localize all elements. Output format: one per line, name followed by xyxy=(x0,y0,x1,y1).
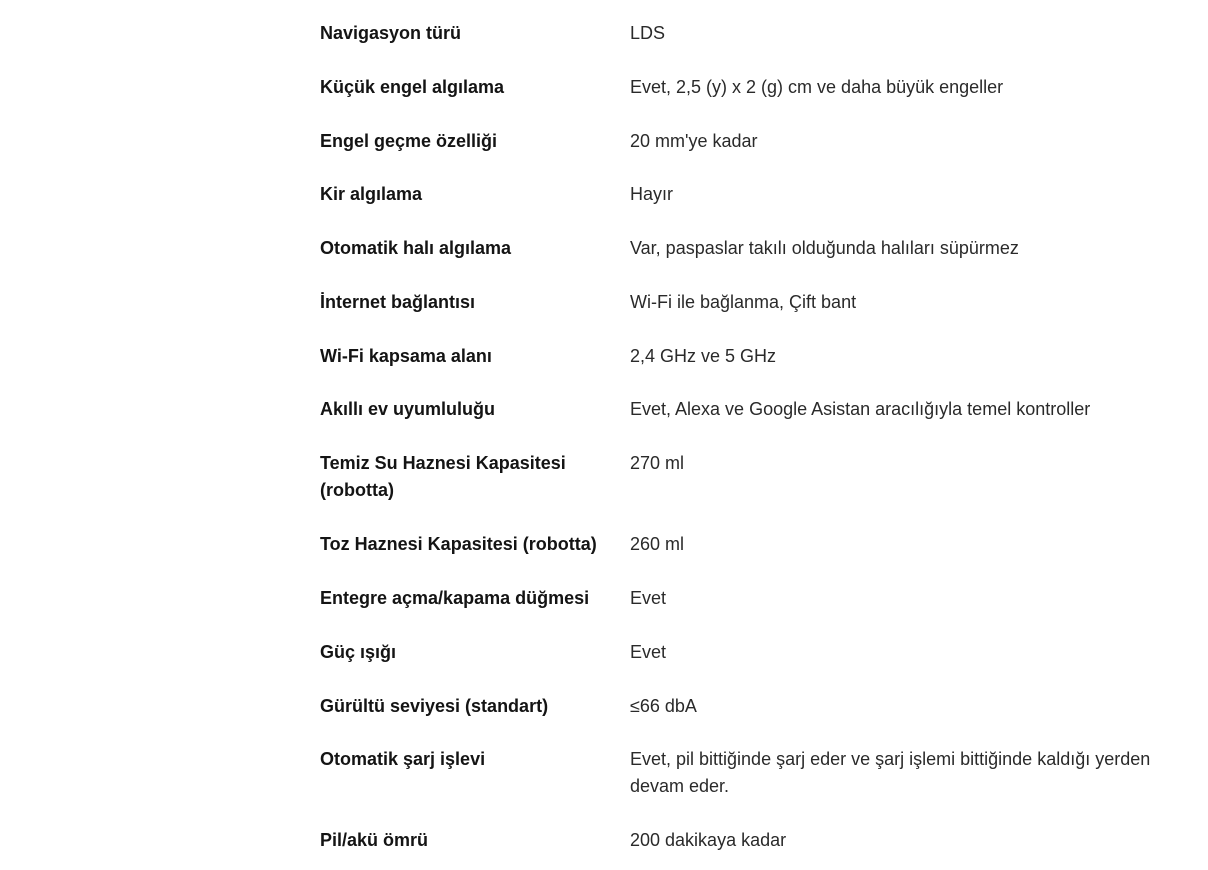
spec-row xyxy=(320,396,1200,423)
spec-label: Akıllı ev uyumluluğu xyxy=(320,399,496,419)
spec-value: Evet xyxy=(630,588,667,608)
spec-value: 200 dakikaya kadar xyxy=(630,830,787,850)
spec-value: Wi-Fi ile bağlanma, Çift bant xyxy=(630,292,857,312)
spec-label: Navigasyon türü xyxy=(320,23,462,43)
spec-value: Evet, 2,5 (y) x 2 (g) cm ve daha büyük engeller xyxy=(630,77,1004,97)
spec-label: Otomatik halı algılama xyxy=(320,238,512,258)
spec-label: Entegre açma/kapama düğmesi xyxy=(320,588,590,608)
spec-value: LDS xyxy=(630,23,666,43)
spec-value: Evet, Alexa ve Google Asistan aracılığıyla temel kontroller xyxy=(630,399,1091,419)
spec-value: Hayır xyxy=(630,184,674,204)
spec-value: 2,4 GHz ve 5 GHz xyxy=(630,346,777,366)
spec-label: Engel geçme özelliği xyxy=(320,131,498,151)
spec-row xyxy=(320,289,1200,316)
spec-value: Var, paspaslar takılı olduğunda halıları süpürmez xyxy=(630,238,1019,258)
spec-row xyxy=(320,20,1200,47)
spec-row xyxy=(320,746,1200,800)
spec-value: 270 ml xyxy=(630,453,685,473)
spec-table xyxy=(320,20,1200,854)
spec-row xyxy=(320,639,1200,666)
spec-row xyxy=(320,827,1200,854)
spec-row xyxy=(320,181,1200,208)
spec-label: Wi-Fi kapsama alanı xyxy=(320,346,492,366)
spec-label: Temiz Su Haznesi Kapasitesi (robotta) xyxy=(320,453,566,500)
spec-row xyxy=(320,693,1200,720)
spec-row xyxy=(320,531,1200,558)
spec-label: Gürültü seviyesi (standart) xyxy=(320,696,549,716)
spec-row xyxy=(320,128,1200,155)
spec-value: ≤66 dbA xyxy=(630,696,697,716)
spec-label: Kir algılama xyxy=(320,184,423,204)
spec-label: Güç ışığı xyxy=(320,642,397,662)
spec-row xyxy=(320,585,1200,612)
spec-row xyxy=(320,235,1200,262)
spec-label: İnternet bağlantısı xyxy=(320,292,476,312)
spec-value: Evet, pil bittiğinde şarj eder ve şarj işlemi bittiğinde kaldığı yerden devam eder. xyxy=(630,749,1151,796)
spec-label: Toz Haznesi Kapasitesi (robotta) xyxy=(320,534,597,554)
spec-value: 260 ml xyxy=(630,534,685,554)
spec-label: Pil/akü ömrü xyxy=(320,830,429,850)
spec-row xyxy=(320,450,1200,504)
spec-value: 20 mm'ye kadar xyxy=(630,131,758,151)
spec-value: Evet xyxy=(630,642,667,662)
spec-row xyxy=(320,343,1200,370)
spec-row xyxy=(320,74,1200,101)
spec-label: Otomatik şarj işlevi xyxy=(320,749,486,769)
spec-label: Küçük engel algılama xyxy=(320,77,505,97)
